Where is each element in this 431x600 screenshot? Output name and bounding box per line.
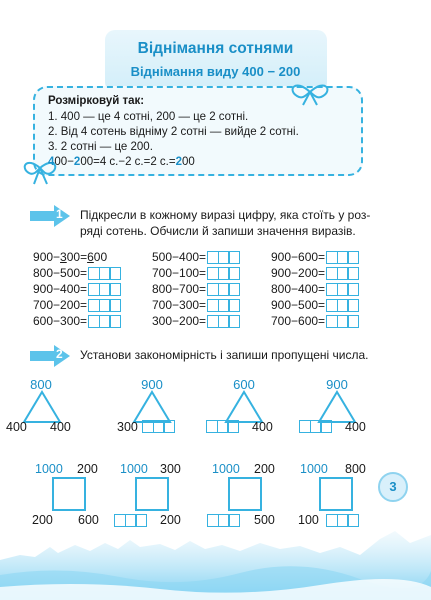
square-shape xyxy=(319,477,353,511)
square-top-right-number: 200 xyxy=(254,462,275,476)
expression: 500−400= xyxy=(152,250,240,264)
triangle-top-number: 900 xyxy=(326,377,348,392)
rule-line-1: 1. 400 — це 4 сотні, 200 — це 2 сотні. xyxy=(48,111,249,123)
expression: 700−200= xyxy=(33,298,121,312)
task-instruction-line2: ряді сотень. Обчисли й запиши значення виразів. xyxy=(80,224,356,238)
rule-line-2: 2. Від 4 сотень відніму 2 сотні — вийде 2 сотні. xyxy=(48,126,299,138)
expression: 900−500= xyxy=(271,298,359,312)
expression: 700−300= xyxy=(152,298,240,312)
answer-cells[interactable] xyxy=(207,267,240,280)
square-top-left-number: 1000 xyxy=(212,462,240,476)
square-bottom-right-number: 500 xyxy=(254,513,275,527)
task-instruction-line1: Підкресли в кожному виразі цифру, яка стоїть у роз- xyxy=(80,208,371,222)
square-top-right-number: 200 xyxy=(77,462,98,476)
task-number: 1 xyxy=(56,207,63,221)
square-top-right-number: 800 xyxy=(345,462,366,476)
expression: 700−600= xyxy=(271,314,359,328)
ribbon-bow-icon xyxy=(285,78,335,106)
expression: 800−400= xyxy=(271,282,359,296)
square-shape xyxy=(228,477,262,511)
answer-cells[interactable] xyxy=(299,420,332,433)
page-number: 3 xyxy=(378,472,408,502)
triangle-right-number: 400 xyxy=(345,420,366,434)
answer-cells[interactable] xyxy=(88,299,121,312)
rule-line-3: 3. 2 сотні — це 200. xyxy=(48,141,153,153)
answer-cells[interactable] xyxy=(326,283,359,296)
square-top-right-number: 300 xyxy=(160,462,181,476)
expression: 900−200= xyxy=(271,266,359,280)
triangle-left-number: 300 xyxy=(117,420,138,434)
triangle-shape xyxy=(317,390,357,424)
rule-heading: Розмірковуй так: xyxy=(48,95,145,107)
answer-cells[interactable] xyxy=(207,299,240,312)
answer-cells[interactable] xyxy=(88,267,121,280)
square-bottom-left-number: 200 xyxy=(32,513,53,527)
expression: 800−700= xyxy=(152,282,240,296)
answer-cells[interactable] xyxy=(207,315,240,328)
triangle-shape xyxy=(224,390,264,424)
answer-cells[interactable] xyxy=(88,283,121,296)
triangle-top-number: 800 xyxy=(30,377,52,392)
triangle-top-number: 900 xyxy=(141,377,163,392)
triangle-top-number: 600 xyxy=(233,377,255,392)
square-shape xyxy=(52,477,86,511)
triangle-left-number: 400 xyxy=(6,420,27,434)
city-skyline-decoration xyxy=(0,525,431,600)
triangle-right-number: 400 xyxy=(50,420,71,434)
square-top-left-number: 1000 xyxy=(35,462,63,476)
answer-cells[interactable] xyxy=(207,283,240,296)
answer-cells[interactable] xyxy=(326,251,359,264)
answer-cells[interactable] xyxy=(207,251,240,264)
rule-example: 400−200=4 с.−2 с.=2 с.=200 xyxy=(48,156,195,168)
square-top-left-number: 1000 xyxy=(300,462,328,476)
expression: 800−500= xyxy=(33,266,121,280)
triangle-right-number: 400 xyxy=(252,420,273,434)
answer-cells[interactable] xyxy=(88,315,121,328)
task-number: 2 xyxy=(56,347,63,361)
expression: 900−600= xyxy=(271,250,359,264)
task-arrow-icon xyxy=(30,205,70,227)
square-bottom-left-number: 100 xyxy=(298,513,319,527)
answer-cells[interactable] xyxy=(206,420,239,433)
answer-cells[interactable] xyxy=(326,315,359,328)
square-shape xyxy=(135,477,169,511)
task-instruction: Установи закономірність і запиши пропущені числа. xyxy=(80,348,369,362)
expression: 600−300= xyxy=(33,314,121,328)
task-arrow-icon xyxy=(30,345,70,367)
answer-cells[interactable] xyxy=(142,420,175,433)
square-bottom-right-number: 600 xyxy=(78,513,99,527)
square-bottom-right-number: 200 xyxy=(160,513,181,527)
answer-cells[interactable] xyxy=(326,299,359,312)
page-title: Віднімання сотнями xyxy=(137,40,294,57)
expression: 900−400= xyxy=(33,282,121,296)
answer-cells[interactable] xyxy=(326,267,359,280)
expression: 300−200= xyxy=(152,314,240,328)
triangle-shape xyxy=(22,390,62,424)
page-subtitle: Віднімання виду 400 − 200 xyxy=(130,64,301,79)
expression-example: 900−300=600 xyxy=(33,250,108,264)
triangle-shape xyxy=(132,390,172,424)
square-top-left-number: 1000 xyxy=(120,462,148,476)
expression: 700−100= xyxy=(152,266,240,280)
